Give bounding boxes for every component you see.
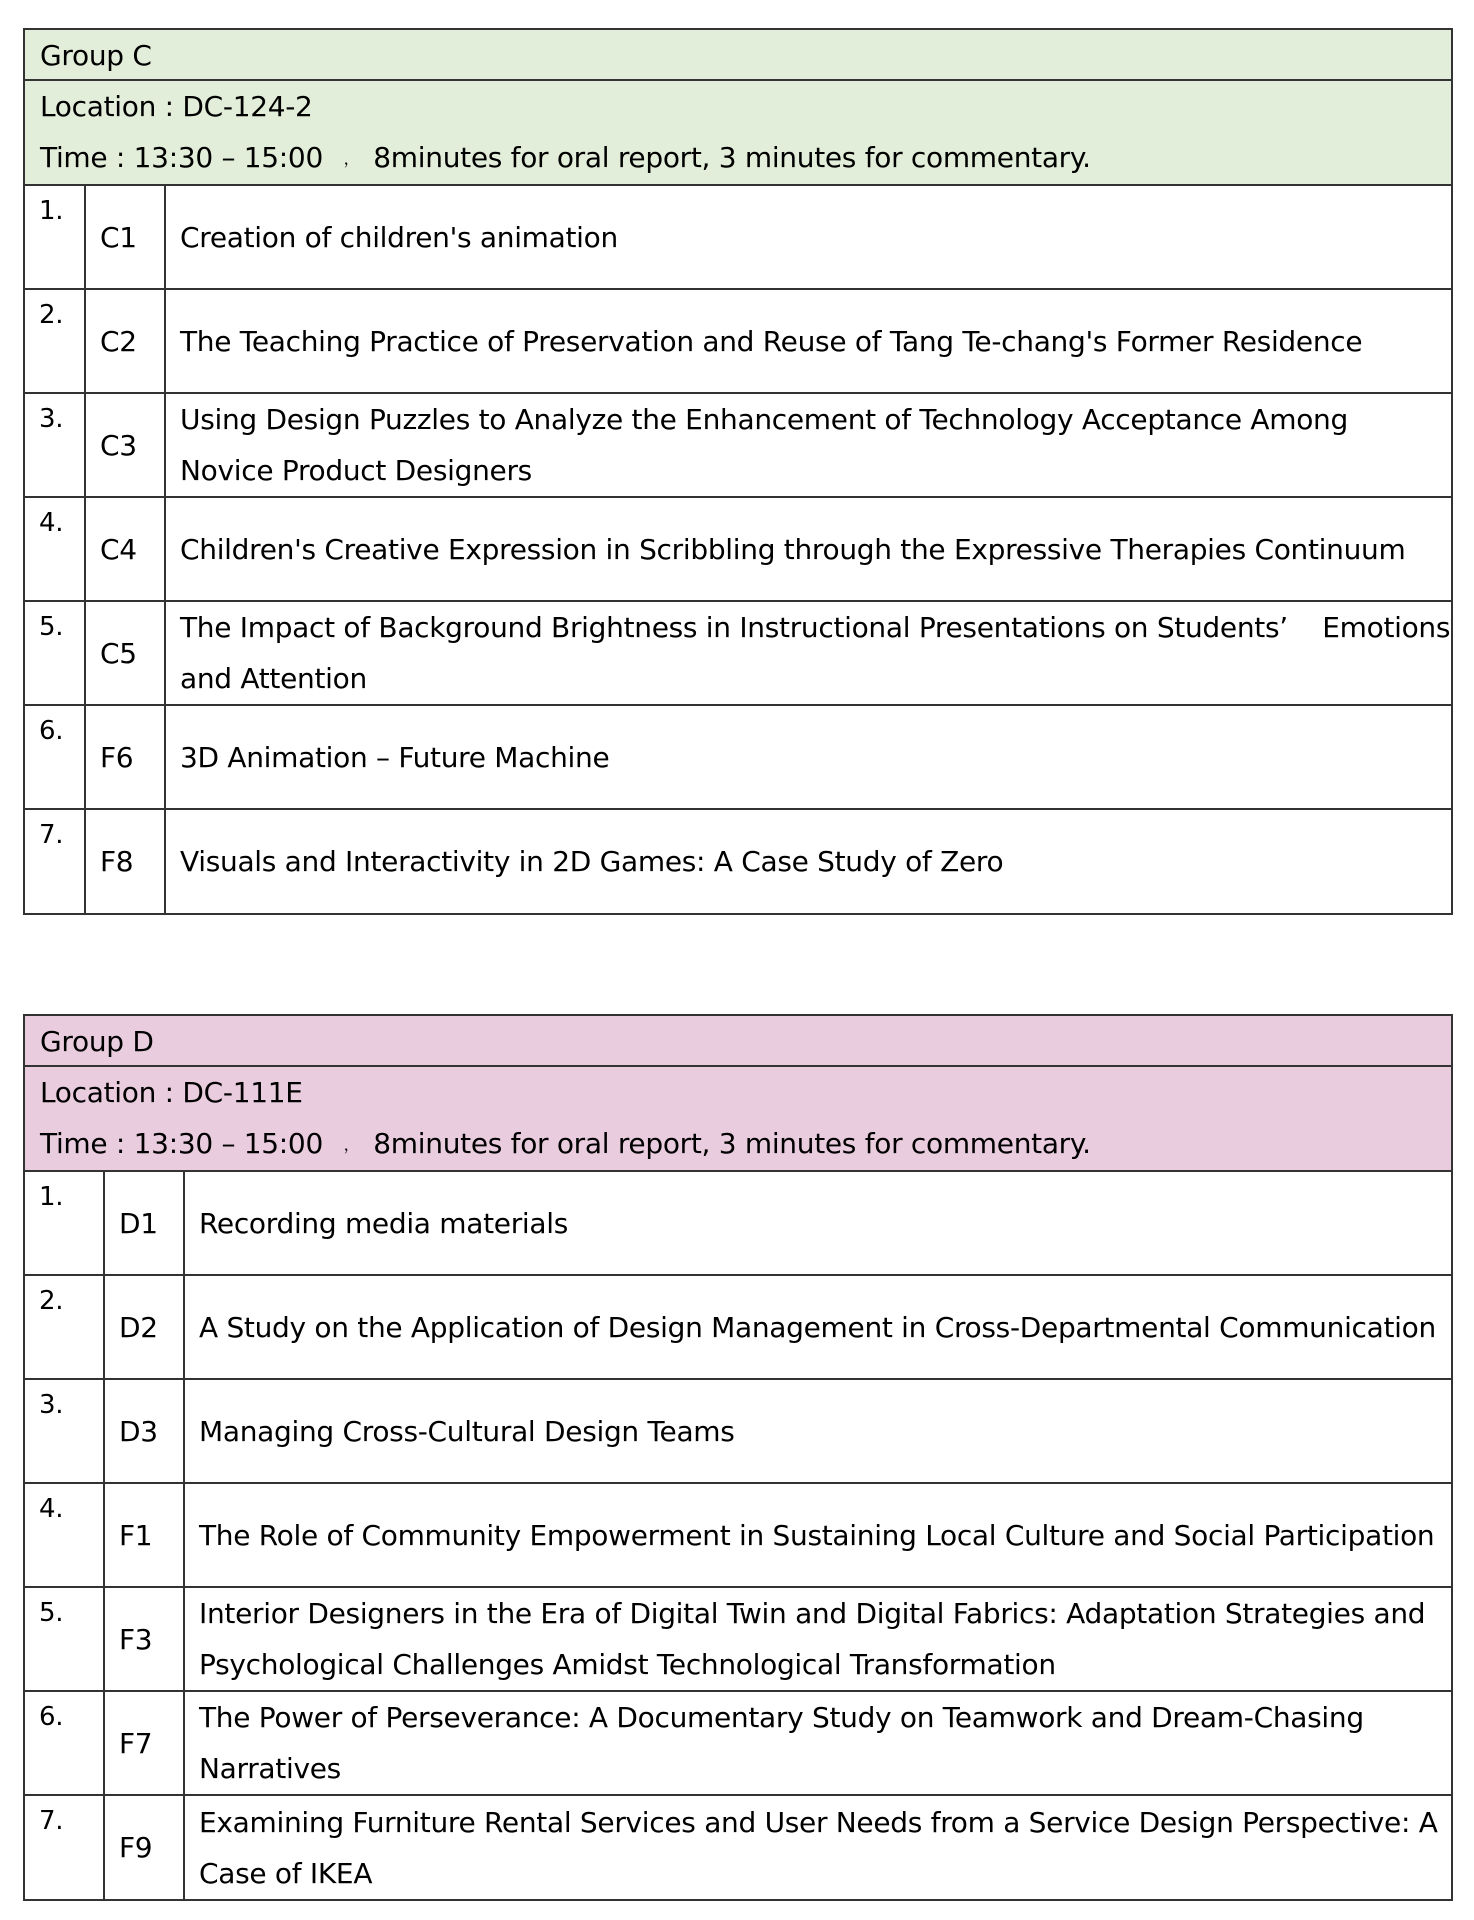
paper-title-line: 3D Animation – Future Machine bbox=[180, 740, 610, 774]
paper-code: F6 bbox=[85, 705, 165, 809]
paper-title bbox=[184, 1275, 1451, 1379]
paper-title-line: Managing Cross-Cultural Design Teams bbox=[199, 1414, 735, 1448]
paper-code: C5 bbox=[85, 601, 165, 705]
paper-code: D2 bbox=[104, 1275, 184, 1379]
time-line bbox=[40, 132, 1451, 183]
paper-title-line: The Power of Perseverance: A Documentary Study on Teamwork and Dream-Chasing bbox=[199, 1701, 1364, 1734]
row-number: 2. bbox=[25, 289, 85, 393]
time-note: 8minutes for oral report, 3 minutes for commentary. bbox=[373, 141, 1091, 174]
paper-title bbox=[184, 1171, 1451, 1275]
time-line bbox=[40, 1118, 1451, 1169]
table-row bbox=[25, 497, 1451, 601]
group-info bbox=[25, 81, 1451, 184]
paper-title-line: Novice Product Designers bbox=[180, 454, 532, 487]
paper-title-line: Recording media materials bbox=[199, 1206, 569, 1240]
table-row bbox=[25, 289, 1451, 393]
row-number: 6. bbox=[25, 705, 85, 809]
paper-title-line: The Role of Community Empowerment in Sustaining Local Culture and Social Participation bbox=[199, 1518, 1435, 1552]
paper-title-line: Visuals and Interactivity in 2D Games: A Case Study of Zero bbox=[180, 845, 1004, 878]
group-title: Group D bbox=[25, 1016, 1451, 1067]
paper-title-line: Narratives bbox=[199, 1752, 341, 1785]
time-label: Time : bbox=[40, 141, 126, 174]
row-number: 7. bbox=[25, 1795, 104, 1899]
table-row bbox=[25, 393, 1451, 497]
paper-title bbox=[165, 809, 1451, 913]
paper-title-line: Using Design Puzzles to Analyze the Enhancement of Technology Acceptance Among bbox=[180, 403, 1348, 436]
location-line bbox=[40, 81, 1451, 132]
paper-title bbox=[184, 1587, 1451, 1691]
paper-code: D3 bbox=[104, 1379, 184, 1483]
row-number: 7. bbox=[25, 809, 85, 913]
time-note: 8minutes for oral report, 3 minutes for commentary. bbox=[373, 1127, 1091, 1160]
paper-title-line: Creation of children's animation bbox=[180, 220, 618, 254]
table-row bbox=[25, 809, 1451, 913]
presentation-table bbox=[25, 1170, 1451, 1899]
row-number: 6. bbox=[25, 1691, 104, 1795]
paper-title bbox=[184, 1795, 1451, 1899]
group-title: Group C bbox=[25, 30, 1451, 81]
row-number: 2. bbox=[25, 1275, 104, 1379]
paper-title-line: Examining Furniture Rental Services and User Needs from a Service Design Perspective: A bbox=[199, 1805, 1438, 1839]
paper-title bbox=[184, 1379, 1451, 1483]
row-number: 3. bbox=[25, 1379, 104, 1483]
paper-code: C2 bbox=[85, 289, 165, 393]
row-number: 4. bbox=[25, 497, 85, 601]
paper-title-line: and Attention bbox=[180, 662, 367, 695]
paper-title bbox=[184, 1483, 1451, 1587]
paper-code: F9 bbox=[104, 1795, 184, 1899]
paper-code: C3 bbox=[85, 393, 165, 497]
row-number: 4. bbox=[25, 1483, 104, 1587]
row-number: 5. bbox=[25, 1587, 104, 1691]
row-number: 5. bbox=[25, 601, 85, 705]
location-label: Location : bbox=[40, 90, 174, 123]
paper-title-line: Psychological Challenges Amidst Technological Transformation bbox=[199, 1648, 1056, 1681]
table-row bbox=[25, 1795, 1451, 1899]
paper-code: F7 bbox=[104, 1691, 184, 1795]
paper-title bbox=[165, 497, 1451, 601]
paper-title bbox=[184, 1691, 1451, 1795]
paper-code: F8 bbox=[85, 809, 165, 913]
paper-title bbox=[165, 185, 1451, 289]
paper-code: F1 bbox=[104, 1483, 184, 1587]
paper-title bbox=[165, 601, 1451, 705]
table-row bbox=[25, 1483, 1451, 1587]
presentation-table bbox=[25, 184, 1451, 913]
paper-title-line: Case of IKEA bbox=[199, 1856, 373, 1890]
time-label: Time : bbox=[40, 1127, 126, 1160]
time-value: 13:30 – 15:00 bbox=[133, 1127, 323, 1160]
paper-code: F3 bbox=[104, 1587, 184, 1691]
paper-title bbox=[165, 705, 1451, 809]
paper-title bbox=[165, 393, 1451, 497]
location-value: DC-111E bbox=[182, 1076, 303, 1109]
paper-title-line: Interior Designers in the Era of Digital Twin and Digital Fabrics: Adaptation Strategies and bbox=[199, 1597, 1426, 1630]
table-row bbox=[25, 1587, 1451, 1691]
paper-code: D1 bbox=[104, 1171, 184, 1275]
row-number: 1. bbox=[25, 185, 85, 289]
paper-title-line: Children's Creative Expression in Scribbling through the Expressive Therapies Continuum bbox=[180, 532, 1406, 566]
paper-title-line: A Study on the Application of Design Management in Cross-Departmental Communication bbox=[199, 1310, 1436, 1344]
table-row bbox=[25, 185, 1451, 289]
separator: ， bbox=[343, 1135, 360, 1154]
table-row bbox=[25, 1275, 1451, 1379]
group-info bbox=[25, 1067, 1451, 1170]
table-row bbox=[25, 1171, 1451, 1275]
paper-title-line: The Impact of Background Brightness in Instructional Presentations on Students’ Emotions bbox=[180, 611, 1451, 644]
table-row bbox=[25, 601, 1451, 705]
location-line bbox=[40, 1067, 1451, 1118]
paper-code: C1 bbox=[85, 185, 165, 289]
table-row bbox=[25, 1691, 1451, 1795]
separator: ， bbox=[343, 149, 360, 168]
location-label: Location : bbox=[40, 1076, 174, 1109]
paper-code: C4 bbox=[85, 497, 165, 601]
table-row bbox=[25, 1379, 1451, 1483]
paper-title bbox=[165, 289, 1451, 393]
row-number: 3. bbox=[25, 393, 85, 497]
location-value: DC-124-2 bbox=[182, 90, 313, 123]
time-value: 13:30 – 15:00 bbox=[133, 141, 323, 174]
group-d-section bbox=[23, 1014, 1453, 1901]
group-c-section bbox=[23, 28, 1453, 915]
row-number: 1. bbox=[25, 1171, 104, 1275]
table-row bbox=[25, 705, 1451, 809]
paper-title-line: The Teaching Practice of Preservation and Reuse of Tang Te-chang's Former Residence bbox=[180, 324, 1363, 358]
